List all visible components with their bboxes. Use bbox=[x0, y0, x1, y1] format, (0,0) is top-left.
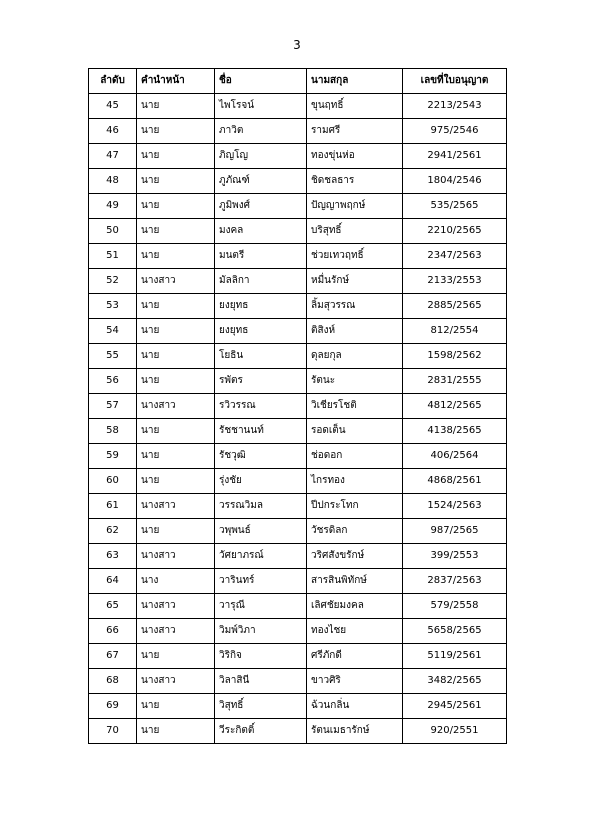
cell-name: วิริกิจ bbox=[215, 644, 307, 669]
cell-title: นาย bbox=[137, 694, 215, 719]
cell-license: 987/2565 bbox=[403, 519, 507, 544]
cell-title: นาย bbox=[137, 94, 215, 119]
cell-license: 535/2565 bbox=[403, 194, 507, 219]
cell-surname: เลิศชัยมงคล bbox=[307, 594, 403, 619]
cell-surname: ทองไชย bbox=[307, 619, 403, 644]
table-row bbox=[89, 169, 507, 194]
cell-surname: ศรีภักดี bbox=[307, 644, 403, 669]
cell-surname: หมื่นรักษ์ bbox=[307, 269, 403, 294]
cell-no: 56 bbox=[89, 369, 137, 394]
cell-title: นาย bbox=[137, 119, 215, 144]
cell-name: ภูภัณฑ์ bbox=[215, 169, 307, 194]
cell-title: นาย bbox=[137, 469, 215, 494]
header-title: คำนำหน้า bbox=[137, 69, 215, 94]
cell-no: 64 bbox=[89, 569, 137, 594]
cell-name: ยงยุทธ bbox=[215, 319, 307, 344]
cell-title: นาย bbox=[137, 644, 215, 669]
cell-license: 975/2546 bbox=[403, 119, 507, 144]
cell-license: 5658/2565 bbox=[403, 619, 507, 644]
cell-name: ภูมิพงศ์ bbox=[215, 194, 307, 219]
cell-license: 579/2558 bbox=[403, 594, 507, 619]
cell-name: วิลาสินี bbox=[215, 669, 307, 694]
cell-no: 45 bbox=[89, 94, 137, 119]
table-row bbox=[89, 619, 507, 644]
cell-license: 4812/2565 bbox=[403, 394, 507, 419]
cell-license: 2831/2555 bbox=[403, 369, 507, 394]
cell-surname: ชิดชลธาร bbox=[307, 169, 403, 194]
cell-title: นางสาว bbox=[137, 544, 215, 569]
table-row bbox=[89, 344, 507, 369]
cell-license: 2210/2565 bbox=[403, 219, 507, 244]
table-row bbox=[89, 194, 507, 219]
cell-title: นางสาว bbox=[137, 619, 215, 644]
cell-title: นาย bbox=[137, 219, 215, 244]
cell-name: รัชชานนท์ bbox=[215, 419, 307, 444]
cell-no: 47 bbox=[89, 144, 137, 169]
table-row bbox=[89, 544, 507, 569]
cell-name: รุ่งชัย bbox=[215, 469, 307, 494]
cell-surname: ช่อดอก bbox=[307, 444, 403, 469]
cell-license: 1598/2562 bbox=[403, 344, 507, 369]
cell-name: มนตรี bbox=[215, 244, 307, 269]
cell-name: วีระกิตติ์ bbox=[215, 719, 307, 744]
cell-no: 57 bbox=[89, 394, 137, 419]
cell-surname: วิเชียรโชติ bbox=[307, 394, 403, 419]
header-no: ลำดับ bbox=[89, 69, 137, 94]
cell-no: 62 bbox=[89, 519, 137, 544]
cell-surname: รอดเต็น bbox=[307, 419, 403, 444]
cell-name: วพุพนธ์ bbox=[215, 519, 307, 544]
cell-name: ภิญโญ bbox=[215, 144, 307, 169]
cell-no: 51 bbox=[89, 244, 137, 269]
page-number: 3 bbox=[293, 38, 301, 52]
cell-surname: ขุนฤทธิ์ bbox=[307, 94, 403, 119]
cell-no: 53 bbox=[89, 294, 137, 319]
cell-name: ยงยุทธ bbox=[215, 294, 307, 319]
table-header-row bbox=[89, 69, 507, 94]
table-row bbox=[89, 444, 507, 469]
cell-license: 4868/2561 bbox=[403, 469, 507, 494]
cell-title: นาย bbox=[137, 169, 215, 194]
table-row bbox=[89, 319, 507, 344]
cell-no: 69 bbox=[89, 694, 137, 719]
cell-surname: ปีปกระโทก bbox=[307, 494, 403, 519]
cell-name: วารินทร์ bbox=[215, 569, 307, 594]
table-row bbox=[89, 294, 507, 319]
cell-name: มงคล bbox=[215, 219, 307, 244]
table-body bbox=[89, 94, 507, 744]
table-row bbox=[89, 419, 507, 444]
cell-surname: ลิ้มสุวรรณ bbox=[307, 294, 403, 319]
cell-license: 2945/2561 bbox=[403, 694, 507, 719]
cell-title: นางสาว bbox=[137, 494, 215, 519]
cell-no: 65 bbox=[89, 594, 137, 619]
table-row bbox=[89, 244, 507, 269]
cell-no: 54 bbox=[89, 319, 137, 344]
header-name: ชื่อ bbox=[215, 69, 307, 94]
cell-license: 2347/2563 bbox=[403, 244, 507, 269]
cell-name: ไพโรจน์ bbox=[215, 94, 307, 119]
cell-license: 2941/2561 bbox=[403, 144, 507, 169]
cell-name: มัลลิกา bbox=[215, 269, 307, 294]
cell-title: นาย bbox=[137, 194, 215, 219]
header-license: เลขที่ใบอนุญาต bbox=[403, 69, 507, 94]
cell-no: 61 bbox=[89, 494, 137, 519]
cell-title: นาย bbox=[137, 444, 215, 469]
table-row bbox=[89, 269, 507, 294]
cell-name: วัศยาภรณ์ bbox=[215, 544, 307, 569]
cell-name: วิสุทธิ์ bbox=[215, 694, 307, 719]
cell-license: 1524/2563 bbox=[403, 494, 507, 519]
table-row bbox=[89, 669, 507, 694]
cell-name: รัชวุฒิ bbox=[215, 444, 307, 469]
cell-license: 1804/2546 bbox=[403, 169, 507, 194]
cell-surname: วัชรดิลก bbox=[307, 519, 403, 544]
cell-surname: รัตนะ bbox=[307, 369, 403, 394]
cell-license: 406/2564 bbox=[403, 444, 507, 469]
cell-no: 66 bbox=[89, 619, 137, 644]
cell-no: 55 bbox=[89, 344, 137, 369]
table-row bbox=[89, 219, 507, 244]
table-row bbox=[89, 119, 507, 144]
table-row bbox=[89, 519, 507, 544]
cell-title: นาย bbox=[137, 369, 215, 394]
cell-title: นาย bbox=[137, 319, 215, 344]
cell-no: 48 bbox=[89, 169, 137, 194]
cell-name: รวิวรรณ bbox=[215, 394, 307, 419]
cell-title: นาย bbox=[137, 344, 215, 369]
cell-no: 58 bbox=[89, 419, 137, 444]
cell-surname: รามศรี bbox=[307, 119, 403, 144]
cell-title: นางสาว bbox=[137, 269, 215, 294]
cell-surname: ขาวศิริ bbox=[307, 669, 403, 694]
cell-no: 59 bbox=[89, 444, 137, 469]
cell-surname: ช่วยเทวฤทธิ์ bbox=[307, 244, 403, 269]
cell-license: 812/2554 bbox=[403, 319, 507, 344]
cell-surname: บริสุทธิ์ bbox=[307, 219, 403, 244]
cell-license: 2213/2543 bbox=[403, 94, 507, 119]
cell-no: 60 bbox=[89, 469, 137, 494]
cell-name: รพัตร bbox=[215, 369, 307, 394]
cell-license: 4138/2565 bbox=[403, 419, 507, 444]
cell-license: 3482/2565 bbox=[403, 669, 507, 694]
table-row bbox=[89, 569, 507, 594]
table-row bbox=[89, 594, 507, 619]
cell-name: วารุณี bbox=[215, 594, 307, 619]
table-row bbox=[89, 719, 507, 744]
cell-surname: วริศสังขรักษ์ bbox=[307, 544, 403, 569]
cell-no: 67 bbox=[89, 644, 137, 669]
cell-name: วรรณวิมล bbox=[215, 494, 307, 519]
cell-no: 63 bbox=[89, 544, 137, 569]
table-row bbox=[89, 694, 507, 719]
cell-surname: ฉ้วนกลิ่น bbox=[307, 694, 403, 719]
header-surname: นามสกุล bbox=[307, 69, 403, 94]
cell-title: นาย bbox=[137, 719, 215, 744]
table-row bbox=[89, 144, 507, 169]
table-row bbox=[89, 469, 507, 494]
cell-no: 70 bbox=[89, 719, 137, 744]
cell-name: โยธิน bbox=[215, 344, 307, 369]
cell-license: 2837/2563 bbox=[403, 569, 507, 594]
cell-title: นางสาว bbox=[137, 594, 215, 619]
cell-surname: ไกรทอง bbox=[307, 469, 403, 494]
table-row bbox=[89, 494, 507, 519]
cell-license: 399/2553 bbox=[403, 544, 507, 569]
cell-surname: ทองขุ่นห่อ bbox=[307, 144, 403, 169]
cell-title: นาย bbox=[137, 519, 215, 544]
cell-no: 50 bbox=[89, 219, 137, 244]
cell-no: 49 bbox=[89, 194, 137, 219]
cell-license: 920/2551 bbox=[403, 719, 507, 744]
cell-title: นางสาว bbox=[137, 394, 215, 419]
cell-license: 2133/2553 bbox=[403, 269, 507, 294]
cell-title: นาย bbox=[137, 144, 215, 169]
table-row bbox=[89, 369, 507, 394]
cell-surname: ติสิงห์ bbox=[307, 319, 403, 344]
cell-name: วิมพ์วิภา bbox=[215, 619, 307, 644]
cell-no: 68 bbox=[89, 669, 137, 694]
cell-title: นาง bbox=[137, 569, 215, 594]
cell-title: นาย bbox=[137, 294, 215, 319]
cell-license: 2885/2565 bbox=[403, 294, 507, 319]
cell-no: 46 bbox=[89, 119, 137, 144]
cell-surname: ดุลยกุล bbox=[307, 344, 403, 369]
table-row bbox=[89, 394, 507, 419]
cell-title: นางสาว bbox=[137, 669, 215, 694]
cell-title: นาย bbox=[137, 244, 215, 269]
table-row bbox=[89, 94, 507, 119]
cell-title: นาย bbox=[137, 419, 215, 444]
cell-name: ภาวิต bbox=[215, 119, 307, 144]
cell-license: 5119/2561 bbox=[403, 644, 507, 669]
cell-surname: ปัญญาพฤกษ์ bbox=[307, 194, 403, 219]
license-table bbox=[88, 68, 507, 744]
cell-surname: สารสินพิทักษ์ bbox=[307, 569, 403, 594]
cell-surname: รัตนเมธารักษ์ bbox=[307, 719, 403, 744]
table-row bbox=[89, 644, 507, 669]
cell-no: 52 bbox=[89, 269, 137, 294]
